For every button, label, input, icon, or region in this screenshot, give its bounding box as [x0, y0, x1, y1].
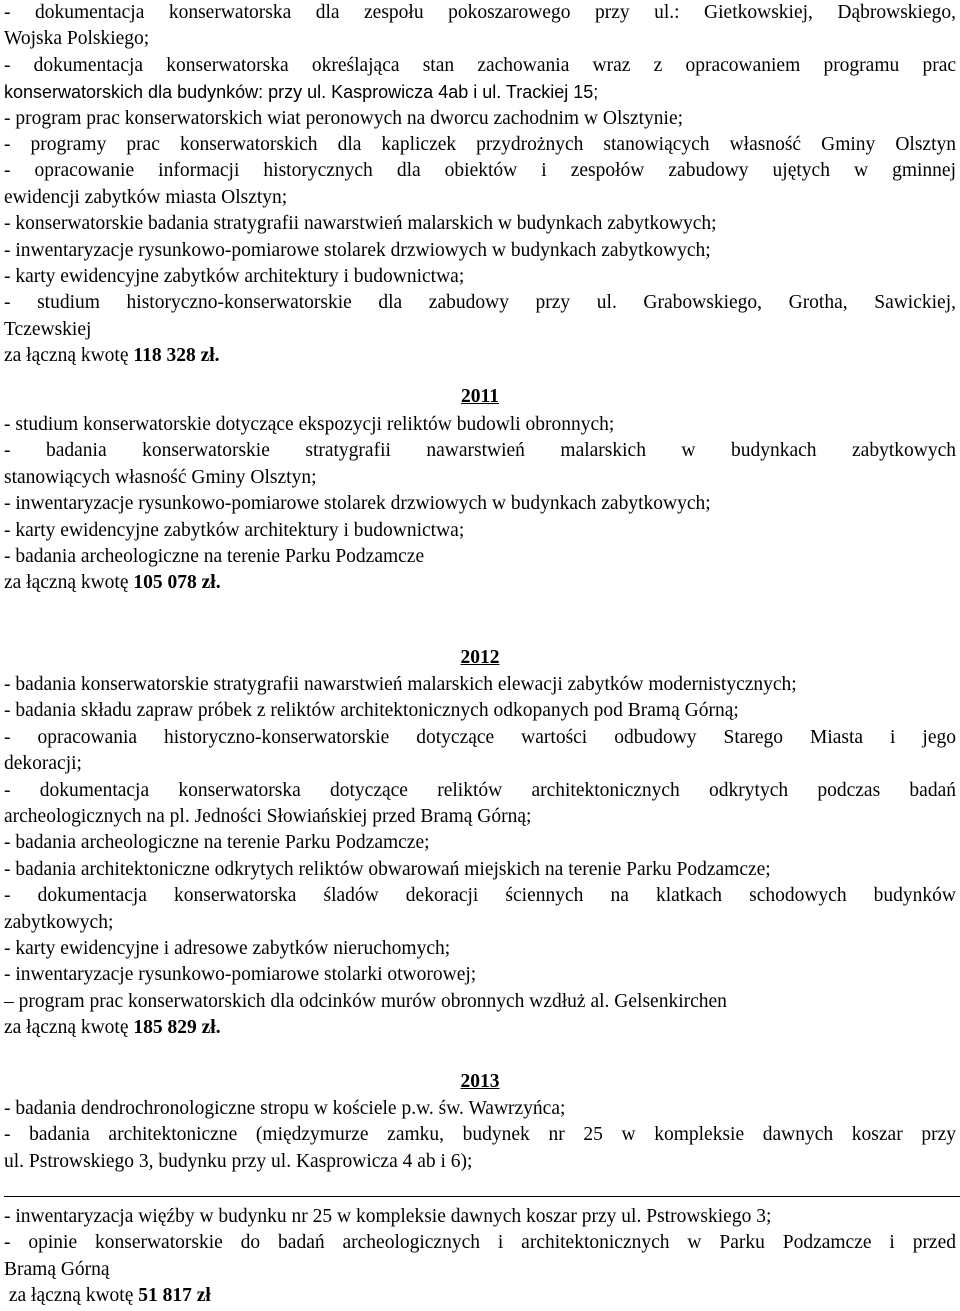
list-item: ul. Pstrowskiego 3, budynku przy ul. Kasprowicza 4 ab i 6);: [4, 1150, 473, 1172]
list-item: - inwentaryzacje rysunkowo-pomiarowe stolarki otworowej;: [4, 964, 477, 986]
list-item: - badania architektoniczne odkrytych reliktów obwarowań miejskich na terenie Parku Podzamcze;: [4, 858, 771, 880]
list-item: – program prac konserwatorskich dla odcinków murów obronnych wzdłuż al. Gelsenkirchen: [4, 990, 727, 1012]
list-item: - dokumentacja konserwatorska dla zespołu pokoszarowego przy ul.: Gietkowskiej, Dąbrowskiego,: [4, 2, 956, 23]
list-item: stanowiących własność Gminy Olsztyn;: [4, 466, 317, 488]
list-item: - badania konserwatorskie stratygrafii nawarstwień malarskich w budynkach zabytkowych: [4, 440, 956, 462]
total-amount: 185 829 zł.: [133, 1017, 221, 1039]
section-total: [4, 1283, 956, 1309]
list-item: - opracowania historyczno-konserwatorskie dotyczące wartości odbudowy Starego Miasta i jego: [4, 726, 956, 748]
list-item: konserwatorskich dla budynków: przy ul. Kasprowicza 4ab i ul. Trackiej 15;: [4, 82, 599, 103]
section-2010-list: [4, 0, 956, 369]
list-item: - opinie konserwatorskie do badań archeologicznych i architektonicznych w Parku Podzamcze i przed: [4, 1232, 956, 1254]
list-item: zabytkowych;: [4, 911, 114, 933]
list-item: - studium konserwatorskie dotyczące ekspozycji reliktów budowli obronnych;: [4, 414, 615, 435]
list-item: archeologicznych na pl. Jedności Słowiańskiej przed Bramą Górną;: [4, 805, 532, 827]
list-item: - badania architektoniczne (międzymurze zamku, budynek nr 25 w kompleksie dawnych koszar przy: [4, 1124, 956, 1146]
list-item: - badania składu zapraw próbek z reliktów architektonicznych odkopanych pod Bramą Górną;: [4, 700, 739, 722]
total-prefix: za łączną kwotę: [4, 572, 134, 594]
section-total: [4, 570, 956, 596]
list-item: - karty ewidencyjne zabytków architektury i budownictwa;: [4, 265, 465, 287]
list-item: ewidencji zabytków miasta Olsztyn;: [4, 186, 288, 208]
year-heading-2013: 2013: [460, 1071, 500, 1092]
list-item: - programy prac konserwatorskich dla kapliczek przydrożnych stanowiących własność Gminy Olsztyn: [4, 133, 956, 155]
section-2013-list-top: [4, 1096, 956, 1175]
list-item: - program prac konserwatorskich wiat peronowych na dworcu zachodnim w Olsztynie;: [4, 107, 684, 129]
total-amount: 51 817 zł: [138, 1285, 211, 1307]
list-item: - badania archeologiczne na terenie Parku Podzamcze: [4, 545, 425, 567]
total-amount: 105 078 zł.: [133, 572, 221, 594]
total-amount: 118 328 zł.: [133, 345, 220, 367]
list-item: - inwentaryzacje rysunkowo-pomiarowe stolarek drzwiowych w budynkach zabytkowych;: [4, 239, 711, 261]
list-item: - dokumentacja konserwatorska dotyczące reliktów architektonicznych odkrytych podczas badań: [4, 779, 956, 801]
total-prefix: za łączną kwotę: [4, 1285, 139, 1307]
list-item: Bramą Górną: [4, 1258, 110, 1280]
section-total: [4, 1015, 956, 1041]
list-item: - badania archeologiczne na terenie Parku Podzamcze;: [4, 832, 430, 854]
list-item: - badania konserwatorskie stratygrafii nawarstwień malarskich elewacji zabytków modernistycznych;: [4, 674, 797, 695]
total-prefix: za łączną kwotę: [4, 1017, 134, 1039]
section-2011-list: [4, 412, 956, 597]
page-divider: [4, 1196, 960, 1197]
list-item: dekoracji;: [4, 753, 82, 775]
list-item: - karty ewidencyjne i adresowe zabytków nieruchomych;: [4, 937, 451, 959]
section-total: [4, 343, 956, 369]
list-item: - badania dendrochronologiczne stropu w kościele p.w. św. Wawrzyńca;: [4, 1098, 566, 1119]
list-item: - inwentaryzacje rysunkowo-pomiarowe stolarek drzwiowych w budynkach zabytkowych;: [4, 493, 711, 515]
list-item: Tczewskiej: [4, 318, 92, 340]
section-2013-list-bottom: [4, 1204, 956, 1310]
list-item: Wojska Polskiego;: [4, 28, 150, 50]
list-item: - inwentaryzacja więźby w budynku nr 25 w kompleksie dawnych koszar przy ul. Pstrowskiego 3;: [4, 1206, 772, 1227]
list-item: - studium historyczno-konserwatorskie dla zabudowy przy ul. Grabowskiego, Grotha, Sawickiej,: [4, 292, 956, 314]
year-heading-2011: 2011: [461, 386, 499, 407]
list-item: - konserwatorskie badania stratygrafii nawarstwień malarskich w budynkach zabytkowych;: [4, 213, 717, 235]
total-prefix: za łączną kwotę: [4, 345, 134, 367]
list-item: - opracowanie informacji historycznych dla obiektów i zespołów zabudowy ujętych w gminnej: [4, 160, 956, 182]
list-item: - dokumentacja konserwatorska śladów dekoracji ściennych na klatkach schodowych budynków: [4, 885, 956, 907]
section-2012-list: [4, 672, 956, 1041]
list-item: - dokumentacja konserwatorska określająca stan zachowania wraz z opracowaniem programu prac: [4, 54, 956, 76]
year-heading-2012: 2012: [460, 647, 500, 668]
list-item: - karty ewidencyjne zabytków architektury i budownictwa;: [4, 519, 465, 541]
